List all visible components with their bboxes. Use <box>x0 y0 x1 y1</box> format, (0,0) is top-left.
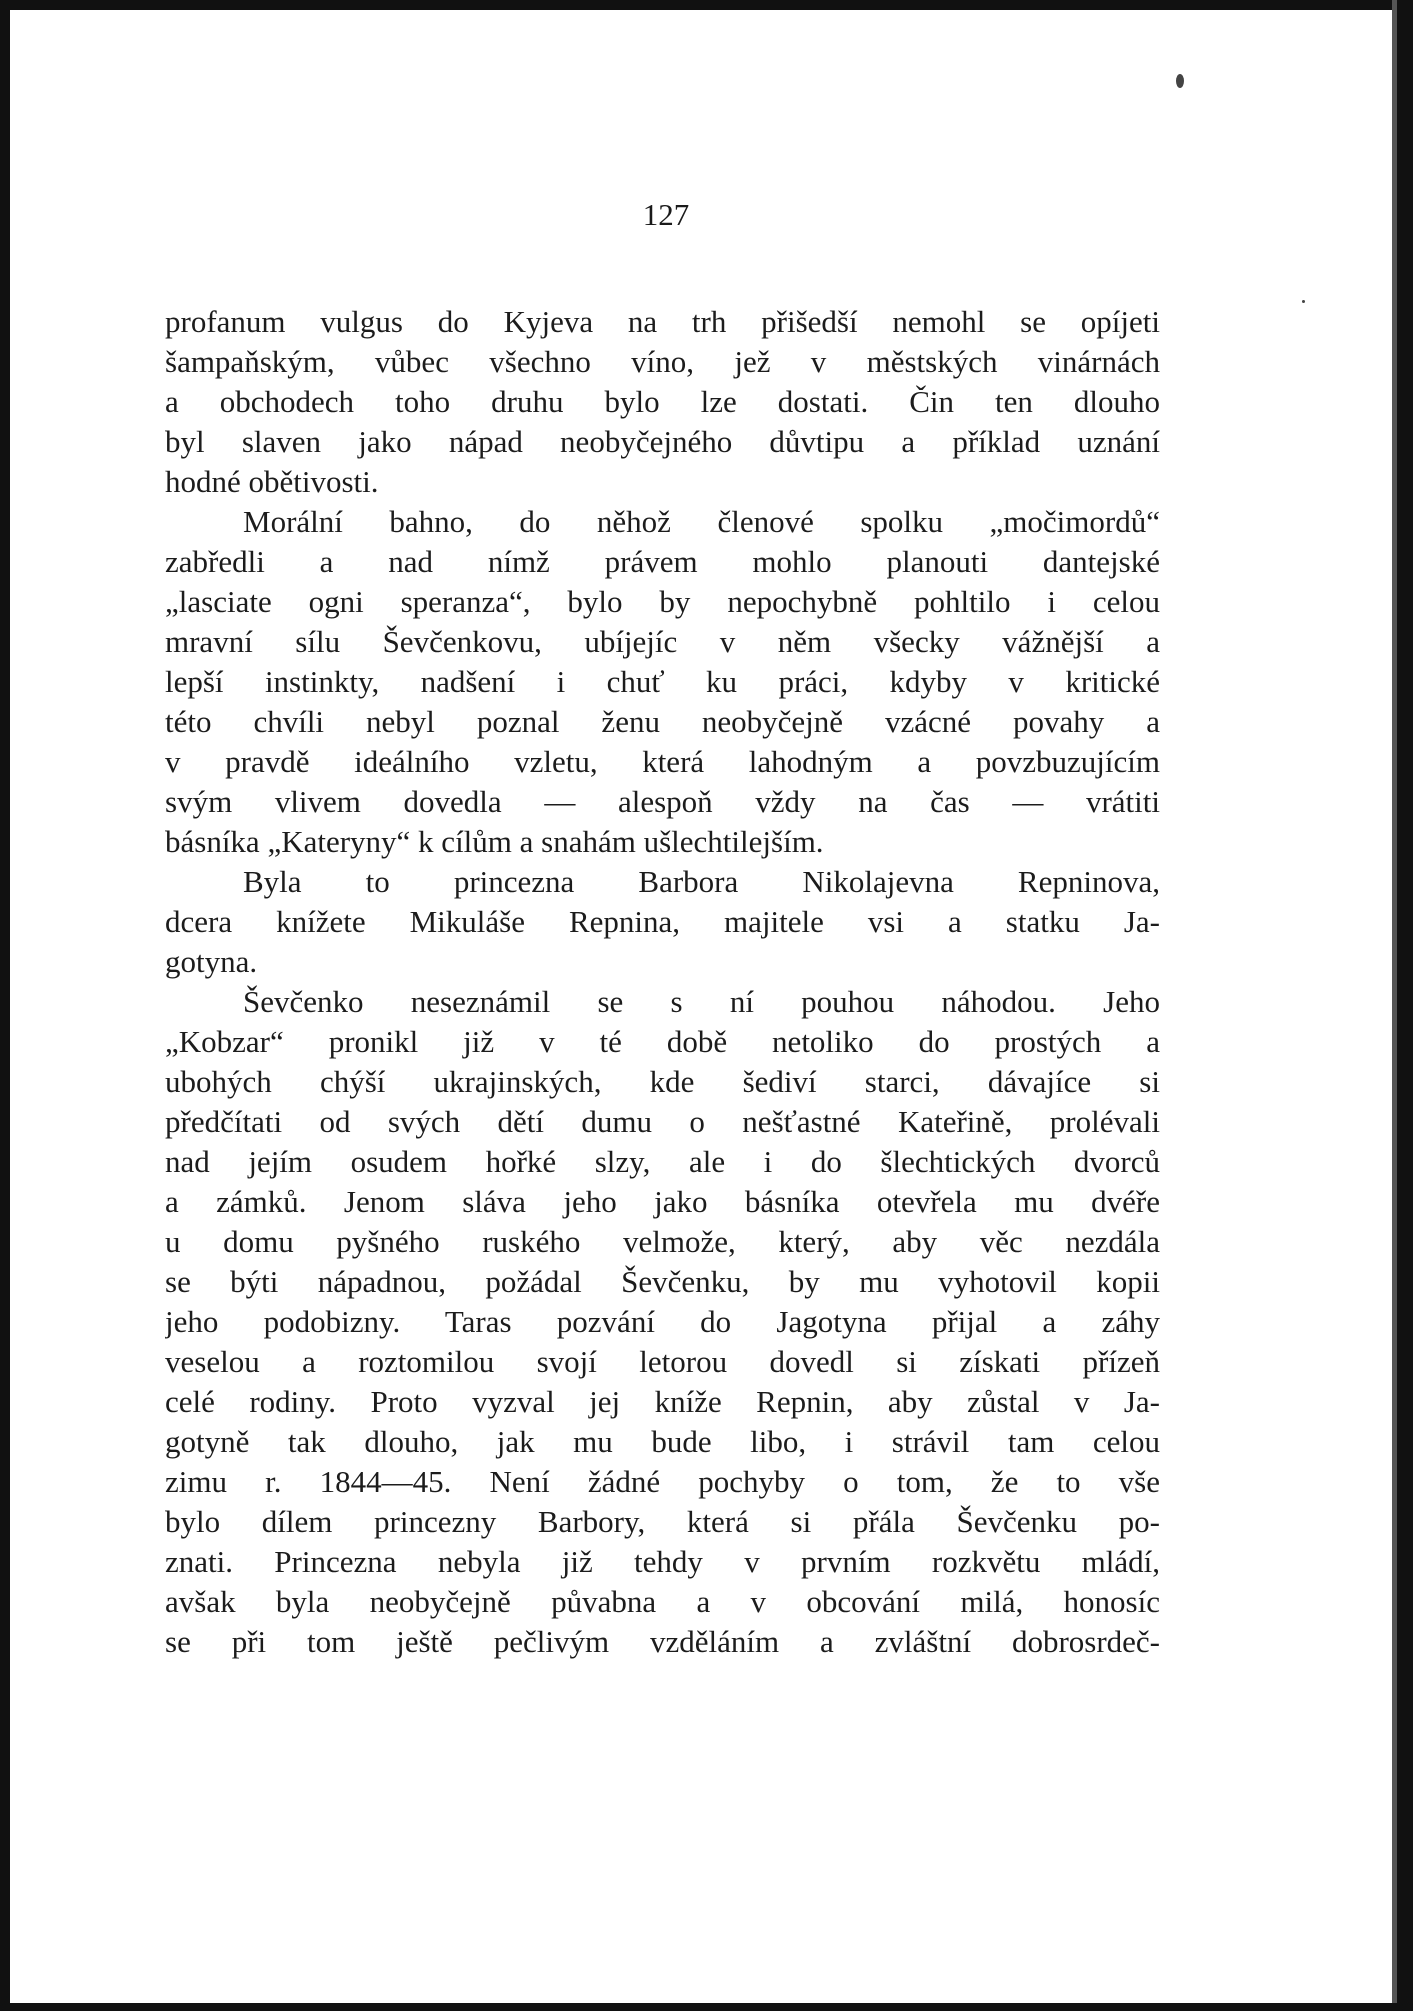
text-line: a obchodech toho druhu bylo lze dostati. Čin ten dlouho <box>165 384 1160 419</box>
paragraph <box>165 502 1160 862</box>
text-line: celé rodiny. Proto vyzval jej kníže Repnin, aby zůstal v Ja- <box>165 1384 1160 1419</box>
text-line: Ševčenko neseznámil se s ní pouhou náhodou. Jeho <box>243 984 1160 1019</box>
paragraph <box>165 862 1160 982</box>
text-line: zabředli a nad nímž právem mohlo planouti dantejské <box>165 544 1160 579</box>
text-line: Morální bahno, do něhož členové spolku „močimordů“ <box>243 504 1160 539</box>
scan-border-left <box>0 0 10 2011</box>
text-line: „Kobzar“ pronikl již v té době netoliko do prostých a <box>165 1024 1160 1059</box>
text-line: avšak byla neobyčejně půvabna a v obcování milá, honosíc <box>165 1584 1160 1619</box>
text-line: jeho podobizny. Taras pozvání do Jagotyna přijal a záhy <box>165 1304 1160 1339</box>
text-line: znati. Princezna nebyla již tehdy v prvním rozkvětu mládí, <box>165 1544 1160 1579</box>
text-line: v pravdě ideálního vzletu, která lahodným a povzbuzujícím <box>165 744 1160 779</box>
text-line: nad jejím osudem hořké slzy, ale i do šlechtických dvorců <box>165 1144 1160 1179</box>
page-number: 127 <box>642 197 690 232</box>
scan-speck <box>1302 300 1305 303</box>
text-line: u domu pyšného ruského velmože, který, aby věc nezdála <box>165 1224 1160 1259</box>
text-line: mravní sílu Ševčenkovu, ubíjejíc v něm všecky vážnější a <box>165 624 1160 659</box>
text-line: zimu r. 1844—45. Není žádné pochyby o tom, že to vše <box>165 1464 1160 1499</box>
scan-border-top <box>0 0 1413 10</box>
text-line: předčítati od svých dětí dumu o nešťastné Kateřině, prolévali <box>165 1104 1160 1139</box>
text-line: lepší instinkty, nadšení i chuť ku práci, kdyby v kritické <box>165 664 1160 699</box>
text-line: šampaňským, vůbec všechno víno, jež v městských vinárnách <box>165 344 1160 379</box>
text-line: hodné obětivosti. <box>165 464 379 499</box>
text-line: Byla to princezna Barbora Nikolajevna Repninova, <box>243 864 1160 899</box>
text-line: dcera knížete Mikuláše Repnina, majitele vsi a statku Ja- <box>165 904 1160 939</box>
text-line: této chvíli nebyl poznal ženu neobyčejně vzácné povahy a <box>165 704 1160 739</box>
text-line: ubohých chýší ukrajinských, kde šediví starci, dávajíce si <box>165 1064 1160 1099</box>
text-line: gotyna. <box>165 944 258 979</box>
text-line: profanum vulgus do Kyjeva na trh přišedší nemohl se opíjeti <box>165 304 1160 339</box>
text-line: se při tom ještě pečlivým vzděláním a zvláštní dobrosrdeč- <box>165 1624 1160 1659</box>
text-line: veselou a roztomilou svojí letorou dovedl si získati přízeň <box>165 1344 1160 1379</box>
paragraph <box>165 982 1160 1662</box>
body-text <box>165 302 1160 1662</box>
paragraph <box>165 302 1160 502</box>
text-line: „lasciate ogni speranza“, bylo by nepochybně pohltilo i celou <box>165 584 1160 619</box>
scan-border-right <box>1397 0 1413 2011</box>
text-line: gotyně tak dlouho, jak mu bude libo, i strávil tam celou <box>165 1424 1160 1459</box>
text-line: a zámků. Jenom sláva jeho jako básníka otevřela mu dvéře <box>165 1184 1160 1219</box>
text-line: bylo dílem princezny Barbory, která si přála Ševčenku po- <box>165 1504 1160 1539</box>
text-line: svým vlivem dovedla — alespoň vždy na čas — vrátiti <box>165 784 1160 819</box>
text-line: byl slaven jako nápad neobyčejného důvtipu a příklad uznání <box>165 424 1160 459</box>
scan-border-bottom <box>0 2003 1413 2011</box>
text-line: básníka „Kateryny“ k cílům a snahám ušlechtilejším. <box>165 824 824 859</box>
text-line: se býti nápadnou, požádal Ševčenku, by mu vyhotovil kopii <box>165 1264 1160 1299</box>
scan-speck <box>1176 74 1184 88</box>
